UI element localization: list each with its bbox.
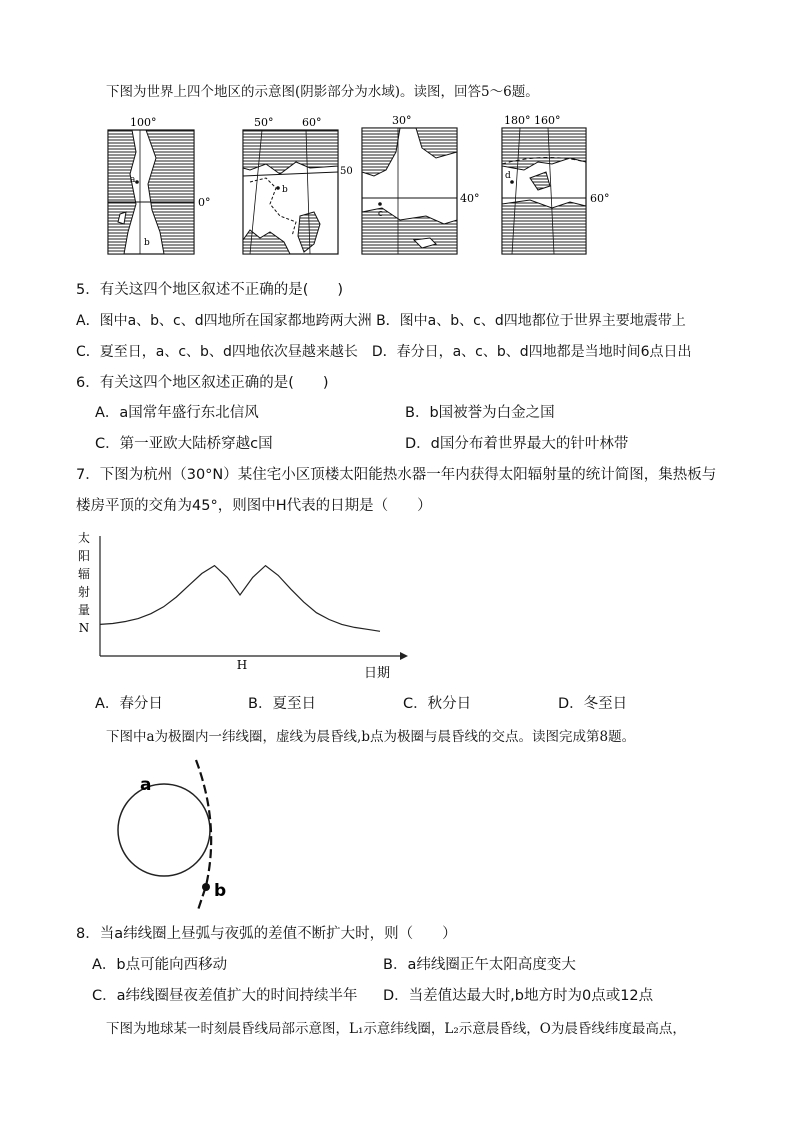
map2-point-b: b (282, 185, 288, 195)
four-region-maps (100, 112, 620, 262)
q8-stem: 8．当a纬线圈上昼弧与夜弧的差值不断扩大时，则（ ） (76, 926, 457, 942)
chart-ylabel-char: N (78, 621, 90, 635)
map1-point-a: a (130, 175, 136, 185)
chart-ylabel-char: 量 (77, 603, 91, 617)
q5-stem: 5．有关这四个地区叙述不正确的是( ) (76, 282, 344, 298)
q8-option-b: B．a纬线圈正午太阳高度变大 (383, 957, 576, 973)
map4-side-label: 60° (590, 192, 610, 205)
map-2 (243, 116, 353, 254)
q8-option-a: A．b点可能向西移动 (92, 957, 228, 973)
q6-option-a: A．a国常年盛行东北信风 (95, 405, 259, 421)
map3-top-label: 30° (392, 114, 412, 127)
q7-option-c: C．秋分日 (403, 696, 472, 712)
chart-ylabel (78, 530, 90, 635)
map1-point-b: b (144, 238, 150, 248)
q8-option-d: D．当差值达最大时,b地方时为0点或12点 (383, 988, 654, 1004)
map1-side-label: 0° (198, 196, 211, 209)
chart-ylabel-char: 太 (77, 531, 91, 545)
q7-stem-2: 楼房平顶的交角为45°，则图中H代表的日期是（ ） (76, 498, 432, 514)
map2-side-label: 50 (340, 166, 353, 177)
latitude-circle-a (118, 784, 210, 876)
q7-radiation-chart (76, 528, 416, 688)
map-3 (362, 114, 480, 254)
q5-options-cd: C．夏至日，a、c、b、d四地依次昼越来越长 D．春分日，a、c、b、d四地都是当地时间6点日出 (76, 344, 692, 360)
fig8-label-a: a (140, 775, 152, 795)
chart-x-arrow (400, 652, 408, 660)
chart-ylabel-char: 射 (77, 585, 91, 599)
q7-option-b: B．夏至日 (248, 696, 316, 712)
chart-x-label: 日期 (364, 666, 391, 681)
chart-x-tick-h: H (236, 658, 248, 672)
q8-option-c: C．a纬线圈昼夜差值扩大的时间持续半年 (92, 988, 358, 1004)
intro-text-1: 下图为世界上四个地区的示意图(阴影部分为水域)。读图，回答5～6题。 (106, 84, 539, 100)
q7-option-a: A．春分日 (95, 696, 163, 712)
map4-point-d: d (505, 171, 511, 181)
map3-side-label: 40° (460, 192, 480, 205)
q6-option-c: C．第一亚欧大陆桥穿越c国 (95, 436, 273, 452)
chart-series-line (100, 566, 380, 632)
map2-top-label-1: 50° (254, 116, 274, 129)
q6-stem: 6．有关这四个地区叙述正确的是( ) (76, 375, 329, 391)
chart-ylabel-char: 阳 (77, 549, 91, 563)
q7-option-d: D．冬至日 (558, 696, 628, 712)
intro-text-2: 下图中a为极圈内一纬线圈，虚线为晨昏线,b点为极圈与晨昏线的交点。读图完成第8题。 (106, 729, 636, 745)
q6-option-b: B．b国被誉为白金之国 (405, 405, 555, 421)
map3-point-c: c (378, 209, 384, 219)
intro-text-3: 下图为地球某一时刻晨昏线局部示意图，L₁示意纬线圈，L₂示意晨昏线，O为晨昏线纬度最高点， (106, 1021, 686, 1037)
map-4 (502, 114, 610, 254)
fig8-label-b: b (214, 881, 227, 901)
chart-ylabel-char: 辐 (77, 567, 91, 581)
map1-top-label: 100° (130, 116, 157, 129)
map2-top-label-2: 60° (302, 116, 322, 129)
point-b (202, 883, 210, 891)
q6-option-d: D．d国分布着世界最大的针叶林带 (405, 436, 629, 452)
map4-top-label: 180° 160° (504, 114, 561, 127)
map-1 (108, 116, 211, 254)
fig8-latitude-circle (108, 754, 248, 916)
q5-options-ab: A．图中a、b、c、d四地所在国家都地跨两大洲 B．图中a、b、c、d四地都位于世界主要地震带上 (76, 313, 686, 329)
q7-stem-1: 7．下图为杭州（30°N）某住宅小区顶楼太阳能热水器一年内获得太阳辐射量的统计简图，集热板与 (76, 467, 717, 483)
